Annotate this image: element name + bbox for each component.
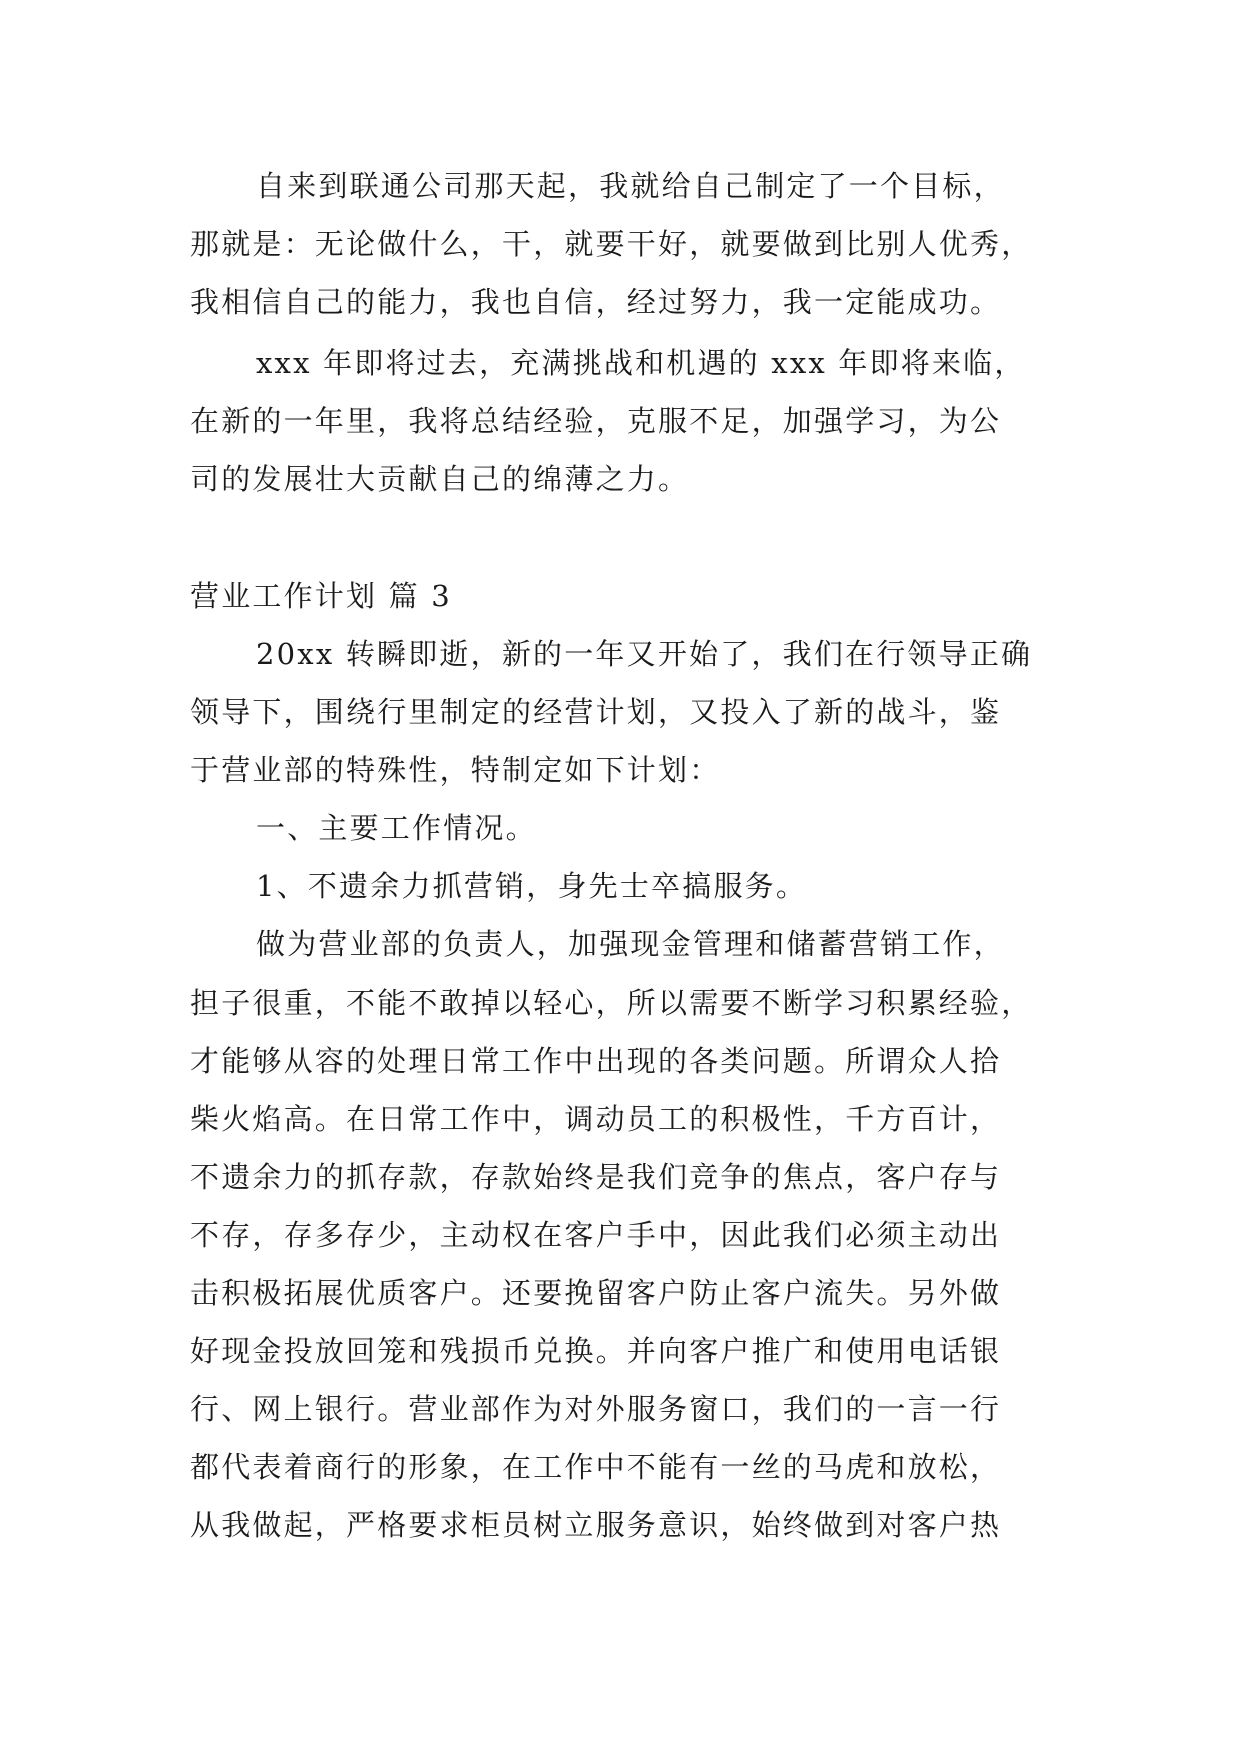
paragraph-line: 做为营业部的负责人，加强现金管理和储蓄营销工作， bbox=[256, 927, 1005, 961]
paragraph-line: 好现金投放回笼和残损币兑换。并向客户推广和使用电话银 bbox=[190, 1334, 1002, 1368]
paragraph-line: 不遗余力的抓存款，存款始终是我们竞争的焦点，客户存与 bbox=[190, 1160, 1002, 1194]
paragraph-line: 行、网上银行。营业部作为对外服务窗口，我们的一言一行 bbox=[190, 1392, 1002, 1426]
paragraph-line: 击积极拓展优质客户。还要挽留客户防止客户流失。另外做 bbox=[190, 1276, 1002, 1310]
paragraph-line: 不存，存多存少，主动权在客户手中，因此我们必须主动出 bbox=[190, 1218, 1002, 1252]
subheading: 一、主要工作情况。 bbox=[256, 811, 537, 845]
paragraph-line: 在新的一年里，我将总结经验，克服不足，加强学习，为公 bbox=[190, 404, 1002, 438]
paragraph-line: 那就是：无论做什么，干，就要干好，就要做到比别人优秀， bbox=[190, 227, 1033, 261]
paragraph-line: 从我做起，严格要求柜员树立服务意识，始终做到对客户热 bbox=[190, 1508, 1002, 1542]
section-heading: 营业工作计划 篇 3 bbox=[190, 579, 452, 613]
paragraph-line: 自来到联通公司那天起，我就给自己制定了一个目标， bbox=[256, 169, 1005, 203]
paragraph-line: 担子很重，不能不敢掉以轻心，所以需要不断学习积累经验， bbox=[190, 986, 1033, 1020]
paragraph-line: 我相信自己的能力，我也自信，经过努力，我一定能成功。 bbox=[190, 285, 1002, 319]
paragraph-line: 柴火焰高。在日常工作中，调动员工的积极性，千方百计， bbox=[190, 1102, 1002, 1136]
paragraph-line: xxx 年即将过去，充满挑战和机遇的 xxx 年即将来临， bbox=[256, 346, 1026, 380]
paragraph-line: 于营业部的特殊性，特制定如下计划： bbox=[190, 753, 721, 787]
paragraph-line: 20xx 转瞬即逝，新的一年又开始了，我们在行领导正确 bbox=[256, 637, 1033, 671]
paragraph-line: 司的发展壮大贡献自己的绵薄之力。 bbox=[190, 462, 690, 496]
paragraph-line: 才能够从容的处理日常工作中出现的各类问题。所谓众人拾 bbox=[190, 1044, 1002, 1078]
paragraph-line: 领导下，围绕行里制定的经营计划，又投入了新的战斗，鉴 bbox=[190, 695, 1002, 729]
paragraph-line: 都代表着商行的形象，在工作中不能有一丝的马虎和放松， bbox=[190, 1450, 1002, 1484]
subheading: 1、不遗余力抓营销，身先士卒搞服务。 bbox=[256, 869, 808, 903]
